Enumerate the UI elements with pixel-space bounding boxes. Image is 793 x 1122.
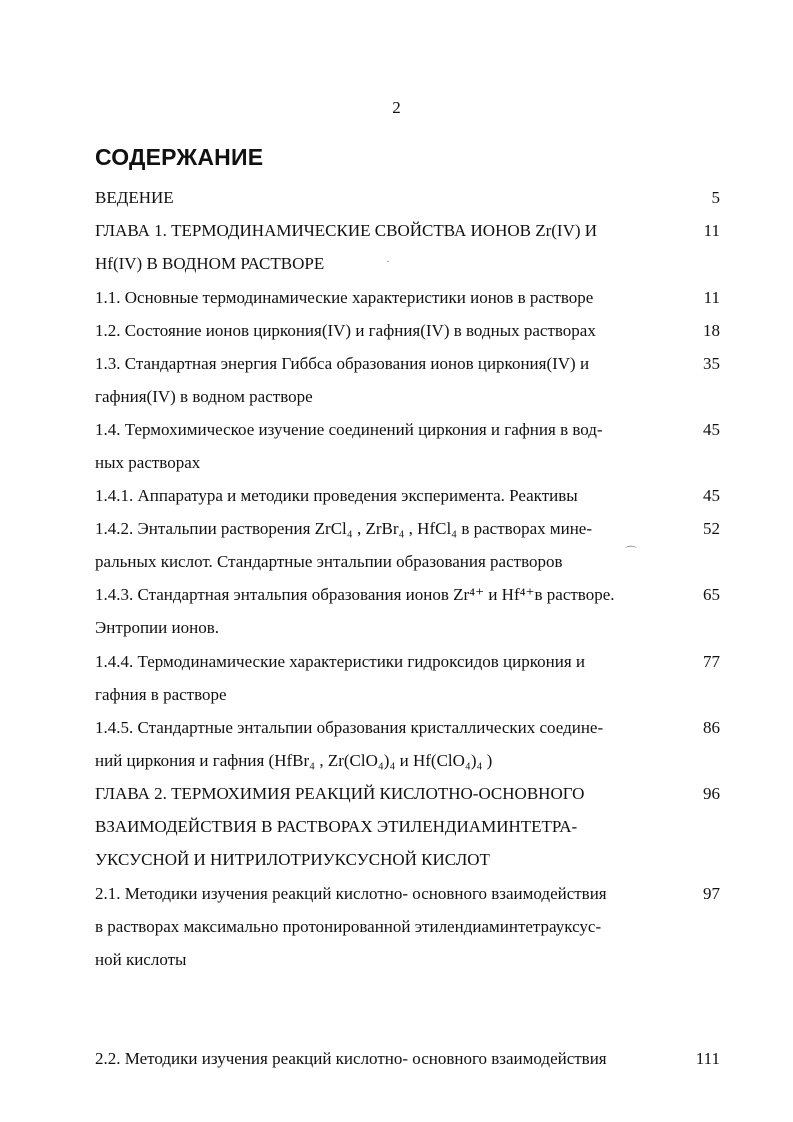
toc-entry-page: 18 xyxy=(703,321,720,340)
toc-entry-page: 86 xyxy=(703,718,720,737)
toc-entry-line: 1.3. Стандартная энергия Гиббса образования ионов циркония(IV) и xyxy=(95,354,590,373)
scan-speck: · xyxy=(386,254,390,268)
toc-entry-chapter-1 xyxy=(95,214,720,280)
toc-entry-line: Hf(IV) В ВОДНОМ РАСТВОРЕ xyxy=(95,254,325,273)
toc-entry-line: 1.4. Термохимическое изучение соединений циркония и гафния в вод- xyxy=(95,420,603,439)
toc-entry-page: 11 xyxy=(703,221,720,240)
toc-entry-line: 1.4.4. Термодинамические характеристики гидроксидов циркония и xyxy=(95,652,585,671)
toc-entry-line: 1.1. Основные термодинамические характеристики ионов в растворе xyxy=(95,288,594,307)
toc-entry-line: ГЛАВА 1. ТЕРМОДИНАМИЧЕСКИЕ СВОЙСТВА ИОНОВ Zr(IV) И xyxy=(95,221,598,240)
toc-entry-page: 97 xyxy=(703,884,720,903)
toc-entry-1-4-3 xyxy=(95,578,720,644)
toc-entry-page: 35 xyxy=(703,354,720,373)
toc-entry-2-2 xyxy=(95,1042,720,1075)
toc-entry-line: ний циркония и гафния (HfBr₄ , Zr(ClO₄)₄ и Hf(ClO₄)₄ ) xyxy=(95,751,493,770)
scan-mark: ⌒ xyxy=(625,545,638,559)
toc-entry-1-1 xyxy=(95,281,720,314)
toc-entry-1-4-4 xyxy=(95,645,720,711)
toc-entry-chapter-2 xyxy=(95,777,720,876)
toc-entry-1-2 xyxy=(95,314,720,347)
toc-entry-page: 5 xyxy=(711,188,720,207)
toc-entry-line: Энтропии ионов. xyxy=(95,618,219,637)
toc-entry-1-4-1 xyxy=(95,479,720,512)
toc-entry-1-4 xyxy=(95,413,720,479)
toc-entry-2-1 xyxy=(95,877,720,976)
toc-entry-line: ГЛАВА 2. ТЕРМОХИМИЯ РЕАКЦИЙ КИСЛОТНО-ОСНОВНОГО xyxy=(95,784,585,803)
toc-entry-1-4-5 xyxy=(95,711,720,777)
toc-entry-line: ВЗАИМОДЕЙСТВИЯ В РАСТВОРАХ ЭТИЛЕНДИАМИНТЕТРА- xyxy=(95,817,578,836)
toc-entry-line: гафния в растворе xyxy=(95,685,227,704)
toc-entry-page: 45 xyxy=(703,486,720,505)
toc-entry-page: 45 xyxy=(703,420,720,439)
toc-entry-line: ной кислоты xyxy=(95,950,187,969)
toc-entry-line: 1.4.2. Энтальпии растворения ZrCl₄ , ZrBr₄ , HfCl₄ в растворах мине- xyxy=(95,519,593,538)
toc-entry-line: ВЕДЕНИЕ xyxy=(95,188,174,207)
toc-entry-line: 2.2. Методики изучения реакций кислотно- основного взаимодействия xyxy=(95,1049,607,1068)
toc-entry-line: 1.2. Состояние ионов циркония(IV) и гафния(IV) в водных растворах xyxy=(95,321,596,340)
page-number: 2 xyxy=(392,98,401,117)
toc-entry-page: 111 xyxy=(695,1049,720,1068)
toc-entry-page: 96 xyxy=(703,784,720,803)
toc-entry-line: 2.1. Методики изучения реакций кислотно- основного взаимодействия xyxy=(95,884,607,903)
toc-entry-page: 77 xyxy=(703,652,720,671)
toc-entry-line: ных растворах xyxy=(95,453,201,472)
toc-entry-line: 1.4.1. Аппаратура и методики проведения эксперимента. Реактивы xyxy=(95,486,578,505)
toc-entry-page: 11 xyxy=(703,288,720,307)
page-title: СОДЕРЖАНИЕ xyxy=(95,144,264,170)
toc-entry-line: гафния(IV) в водном растворе xyxy=(95,387,313,406)
toc-entry-line: ральных кислот. Стандартные энтальпии образования растворов xyxy=(95,552,563,571)
toc-entry-1-3 xyxy=(95,347,720,413)
toc-entry-line: 1.4.3. Стандартная энтальпия образования ионов Zr⁴⁺ и Hf⁴⁺в растворе. xyxy=(95,585,615,604)
toc-entry-introduction xyxy=(95,181,720,214)
toc-entry-line: в растворах максимально протонированной этилендиаминтетрауксус- xyxy=(95,917,602,936)
toc-entry-line: УКСУСНОЙ И НИТРИЛОТРИУКСУСНОЙ КИСЛОТ xyxy=(95,850,490,869)
toc-entry-page: 65 xyxy=(703,585,720,604)
toc-entry-page: 52 xyxy=(703,519,720,538)
toc-entry-line: 1.4.5. Стандартные энтальпии образования кристаллических соедине- xyxy=(95,718,604,737)
